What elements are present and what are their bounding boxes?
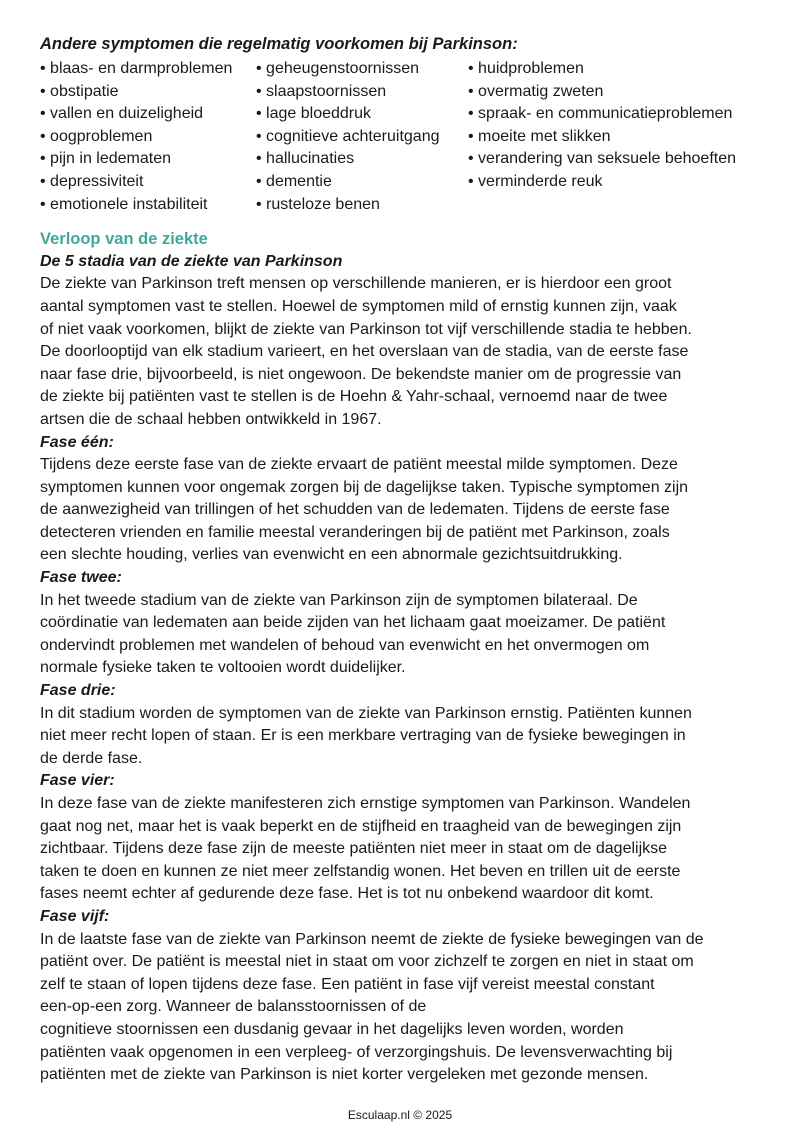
list-item: • pijn in ledematen xyxy=(40,150,172,168)
list-item: • geheugenstoornissen xyxy=(256,60,420,77)
text-line: detecteren vrienden en familie meestal veranderingen bij de patiënt met Parkinson, zoals xyxy=(40,523,670,541)
phase-1-title: Fase één: xyxy=(40,433,114,451)
list-item: • spraak- en communicatieproblemen xyxy=(468,105,733,123)
list-item: • obstipatie xyxy=(40,82,119,100)
section-title: Verloop van de ziekte xyxy=(40,230,208,249)
page-footer: Esculaap.nl © 2025 xyxy=(347,1108,453,1122)
text-line: de ziekte bij patiënten vast te stellen is de Hoehn & Yahr-schaal, vernoemd naar de twee xyxy=(40,388,668,406)
section-subtitle: De 5 stadia van de ziekte van Parkinson xyxy=(40,252,343,270)
text-line: zichtbaar. Tijdens deze fase zijn de meeste patiënten niet meer in staat om de dagelijkse xyxy=(40,840,668,858)
symptoms-column-1 xyxy=(40,58,256,216)
text-line: zelf te staan of lopen tijdens deze fase. Een patiënt in fase vijf vereist meestal constant xyxy=(40,975,655,993)
text-line: patiënt over. De patiënt is meestal niet in staat om voor zichzelf te zorgen en niet in staat om xyxy=(40,953,694,971)
phase-4-title: Fase vier: xyxy=(40,772,115,790)
intro-paragraph xyxy=(40,273,770,431)
phase-3-title: Fase drie: xyxy=(40,682,116,700)
text-line: ondervindt problemen met wandelen of behoud van evenwicht en het onvermogen om xyxy=(40,636,650,654)
text-line: normale fysieke taken te voltooien wordt duidelijker. xyxy=(40,659,406,677)
text-line: artsen die de schaal hebben ontwikkeld in 1967. xyxy=(40,410,382,428)
list-item: • blaas- en darmproblemen xyxy=(40,60,233,77)
text-line: In het tweede stadium van de ziekte van Parkinson zijn de symptomen bilateraal. De xyxy=(40,591,638,609)
text-line: de aanwezigheid van trillingen of het schudden van de ledematen. Tijdens de eerste fase xyxy=(40,501,670,519)
symptoms-list xyxy=(40,58,770,216)
phase-3-paragraph xyxy=(40,703,770,771)
phase-5-title: Fase vijf: xyxy=(40,907,110,925)
text-line: patiënten met de ziekte van Parkinson is niet korter vergeleken met gezonde mensen. xyxy=(40,1066,649,1084)
text-line: een-op-een zorg. Wanneer de balansstoornissen of de xyxy=(40,998,427,1016)
list-item: • depressiviteit xyxy=(40,172,144,190)
text-line: of niet vaak voorkomen, blijkt de ziekte van Parkinson tot vijf verschillende stadia te hebben. xyxy=(40,320,692,338)
list-item: • verminderde reuk xyxy=(468,172,603,190)
list-item: • rusteloze benen xyxy=(256,195,380,213)
text-line: gaat nog net, maar het is vaak beperkt en de stijfheid en traagheid van de bewegingen zijn xyxy=(40,817,682,835)
phase-2-paragraph xyxy=(40,590,770,680)
list-item: • emotionele instabiliteit xyxy=(40,195,208,213)
phase-1-paragraph xyxy=(40,454,770,567)
text-line: In de laatste fase van de ziekte van Parkinson neemt de ziekte de fysieke bewegingen van de xyxy=(40,930,704,948)
text-line: De ziekte van Parkinson treft mensen op verschillende manieren, er is hierdoor een groot xyxy=(40,275,672,293)
text-line: aantal symptomen vast te stellen. Hoewel de symptomen mild of ernstig kunnen zijn, vaak xyxy=(40,297,677,315)
text-line: taken te doen en kunnen ze niet meer zelfstandig wonen. Het beven en trillen uit de eerste xyxy=(40,862,681,880)
text-line: fases neemt echter af gedurende deze fase. Het is tot nu onbekend waardoor dit komt. xyxy=(40,885,654,903)
document-page xyxy=(40,32,770,1087)
list-item: • oogproblemen xyxy=(40,127,153,145)
list-item: • verandering van seksuele behoeften xyxy=(468,150,737,168)
text-line: cognitieve stoornissen een dusdanig gevaar in het dagelijks leven worden, worden xyxy=(40,1020,624,1038)
list-item: • overmatig zweten xyxy=(468,82,604,100)
text-line: coördinatie van ledematen aan beide zijden van het lichaam gaat moeizamer. De patiënt xyxy=(40,614,666,632)
text-line: symptomen kunnen voor ongemak zorgen bij de dagelijkse taken. Typische symptomen zijn xyxy=(40,478,689,496)
list-item: • slaapstoornissen xyxy=(256,82,387,100)
text-line: de derde fase. xyxy=(40,749,143,767)
list-item: • lage bloeddruk xyxy=(256,105,372,123)
list-item: • moeite met slikken xyxy=(468,127,611,145)
text-line: Tijdens deze eerste fase van de ziekte ervaart de patiënt meestal milde symptomen. Deze xyxy=(40,456,678,474)
text-line: patiënten vaak opgenomen in een verpleeg- of verzorgingshuis. De levensverwachting bij xyxy=(40,1043,673,1061)
text-line: niet meer recht lopen of staan. Er is een merkbare vertraging van de fysieke bewegingen in xyxy=(40,727,686,745)
phase-4-paragraph xyxy=(40,793,770,906)
list-item: • dementie xyxy=(256,172,332,190)
text-line: In deze fase van de ziekte manifesteren zich ernstige symptomen van Parkinson. Wandelen xyxy=(40,795,691,812)
phase-5-paragraph xyxy=(40,929,770,1087)
phase-2-title: Fase twee: xyxy=(40,569,122,587)
symptoms-column-3 xyxy=(468,58,770,216)
symptoms-heading: Andere symptomen die regelmatig voorkomen bij Parkinson: xyxy=(40,35,518,53)
list-item: • hallucinaties xyxy=(256,150,355,168)
text-line: In dit stadium worden de symptomen van de ziekte van Parkinson ernstig. Patiënten kunnen xyxy=(40,704,692,722)
list-item: • vallen en duizeligheid xyxy=(40,105,204,123)
symptoms-column-2 xyxy=(256,58,468,216)
text-line: De doorlooptijd van elk stadium varieert, en het overslaan van de stadia, van de eerste fase xyxy=(40,343,689,361)
list-item: • cognitieve achteruitgang xyxy=(256,127,440,145)
list-item: • huidproblemen xyxy=(468,60,584,77)
text-line: naar fase drie, bijvoorbeeld, is niet ongewoon. De bekendste manier om de progressie van xyxy=(40,365,682,383)
text-line: een slechte houding, verlies van evenwicht en een abnormale gezichtsuitdrukking. xyxy=(40,546,623,564)
